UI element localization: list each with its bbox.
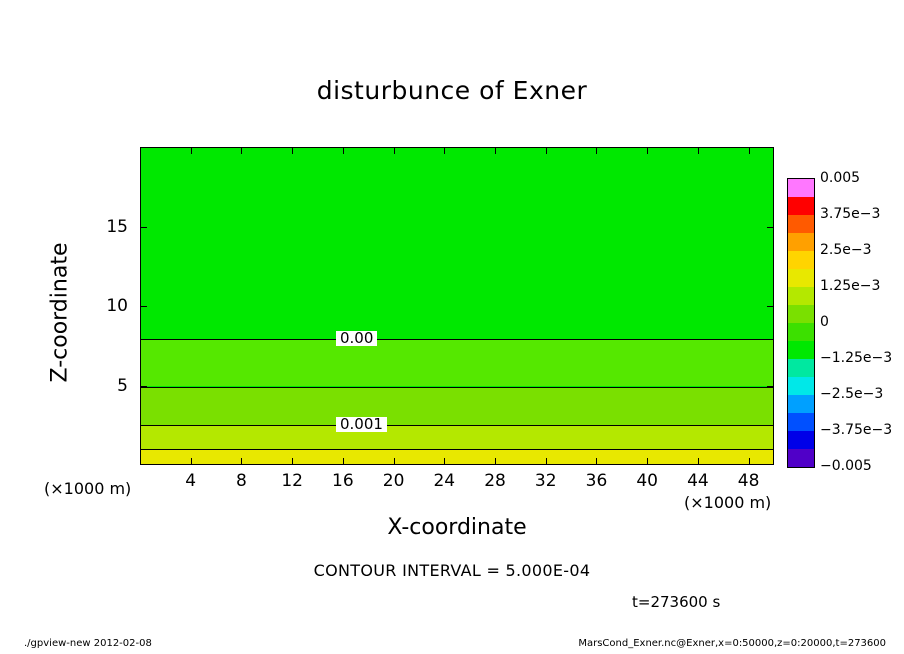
colorbar-swatch	[788, 305, 814, 323]
y-tick	[140, 306, 147, 307]
colorbar-swatch	[788, 359, 814, 377]
x-tick-label: 4	[185, 471, 197, 491]
x-tick	[698, 458, 699, 465]
contour-line	[141, 387, 773, 388]
x-tick	[444, 458, 445, 465]
colorbar	[787, 178, 815, 468]
x-tick-label: 40	[636, 471, 658, 491]
contour-band	[141, 425, 773, 449]
colorbar-swatch	[788, 179, 814, 197]
y-tick	[767, 386, 774, 387]
x-tick	[596, 147, 597, 154]
x-tick	[241, 147, 242, 154]
colorbar-tick-label: 0	[820, 314, 829, 330]
x-tick	[647, 458, 648, 465]
x-tick-label: 44	[687, 471, 709, 491]
colorbar-swatch	[788, 197, 814, 215]
x-tick	[343, 458, 344, 465]
footer-right-text: MarsCond_Exner.nc@Exner,x=0:50000,z=0:20000,t=273600	[578, 638, 886, 649]
colorbar-swatch	[788, 341, 814, 359]
plot-area	[140, 147, 774, 465]
y-tick-label: 10	[106, 296, 128, 316]
x-tick	[241, 458, 242, 465]
colorbar-swatch	[788, 233, 814, 251]
x-tick-label: 24	[433, 471, 456, 491]
x-tick-label: 28	[484, 471, 506, 491]
colorbar-tick-label: −2.5e−3	[820, 386, 884, 402]
colorbar-tick-label: 1.25e−3	[820, 278, 881, 294]
x-tick-label: 16	[332, 471, 354, 491]
x-tick-label: 36	[585, 471, 608, 491]
footer-left-text: ./gpview-new 2012-02-08	[24, 638, 152, 649]
x-tick	[647, 147, 648, 154]
x-tick	[292, 458, 293, 465]
colorbar-swatch	[788, 377, 814, 395]
colorbar-tick-label: 0.005	[820, 170, 861, 186]
colorbar-tick-label: −1.25e−3	[820, 350, 893, 366]
colorbar-swatch	[788, 395, 814, 413]
x-tick	[343, 147, 344, 154]
x-tick	[292, 147, 293, 154]
colorbar-swatch	[788, 215, 814, 233]
x-tick-label: 12	[281, 471, 303, 491]
x-tick	[394, 147, 395, 154]
x-tick-label: 48	[737, 471, 760, 491]
x-tick-label: 8	[236, 471, 247, 491]
x-tick	[444, 147, 445, 154]
colorbar-swatch	[788, 449, 814, 467]
colorbar-swatch	[788, 431, 814, 449]
contour-band	[141, 449, 773, 466]
x-tick	[749, 147, 750, 154]
y-tick-label: 15	[106, 216, 128, 237]
contour-value-label: 0.001	[336, 417, 387, 432]
colorbar-swatch	[788, 323, 814, 341]
colorbar-swatch	[788, 251, 814, 269]
contour-line	[141, 339, 773, 340]
y-tick	[767, 306, 774, 307]
contour-band	[141, 339, 773, 387]
y-tick	[140, 386, 147, 387]
y-tick-label: 5	[117, 375, 128, 396]
contour-value-label: 0.00	[336, 331, 377, 346]
colorbar-swatch	[788, 287, 814, 305]
x-tick	[596, 458, 597, 465]
y-tick	[140, 227, 147, 228]
contour-interval-label: CONTOUR INTERVAL = 5.000E-04	[313, 561, 591, 580]
time-label: t=273600 s	[632, 593, 721, 611]
x-units-right: (×1000 m)	[684, 493, 772, 512]
contour-band	[141, 387, 773, 425]
contour-band	[141, 148, 773, 339]
x-units-left: (×1000 m)	[44, 479, 132, 498]
x-tick	[495, 458, 496, 465]
x-tick	[698, 147, 699, 154]
colorbar-swatch	[788, 269, 814, 287]
colorbar-swatch	[788, 413, 814, 431]
x-tick-label: 20	[382, 471, 405, 491]
chart-title: disturbunce of Exner	[316, 76, 588, 105]
colorbar-tick-label: 2.5e−3	[820, 242, 872, 258]
contour-line	[141, 449, 773, 450]
x-tick	[191, 147, 192, 154]
colorbar-tick-label: 3.75e−3	[820, 206, 881, 222]
x-tick	[394, 458, 395, 465]
contour-line	[141, 425, 773, 426]
x-tick	[546, 458, 547, 465]
x-axis-title: X-coordinate	[387, 515, 527, 540]
x-tick-label: 32	[534, 471, 557, 491]
x-tick	[546, 147, 547, 154]
y-axis-title: Z-coordinate	[47, 242, 73, 383]
y-tick	[767, 227, 774, 228]
x-tick	[749, 458, 750, 465]
x-tick	[495, 147, 496, 154]
colorbar-tick-label: −3.75e−3	[820, 422, 893, 438]
x-tick	[191, 458, 192, 465]
colorbar-tick-label: −0.005	[820, 458, 872, 474]
